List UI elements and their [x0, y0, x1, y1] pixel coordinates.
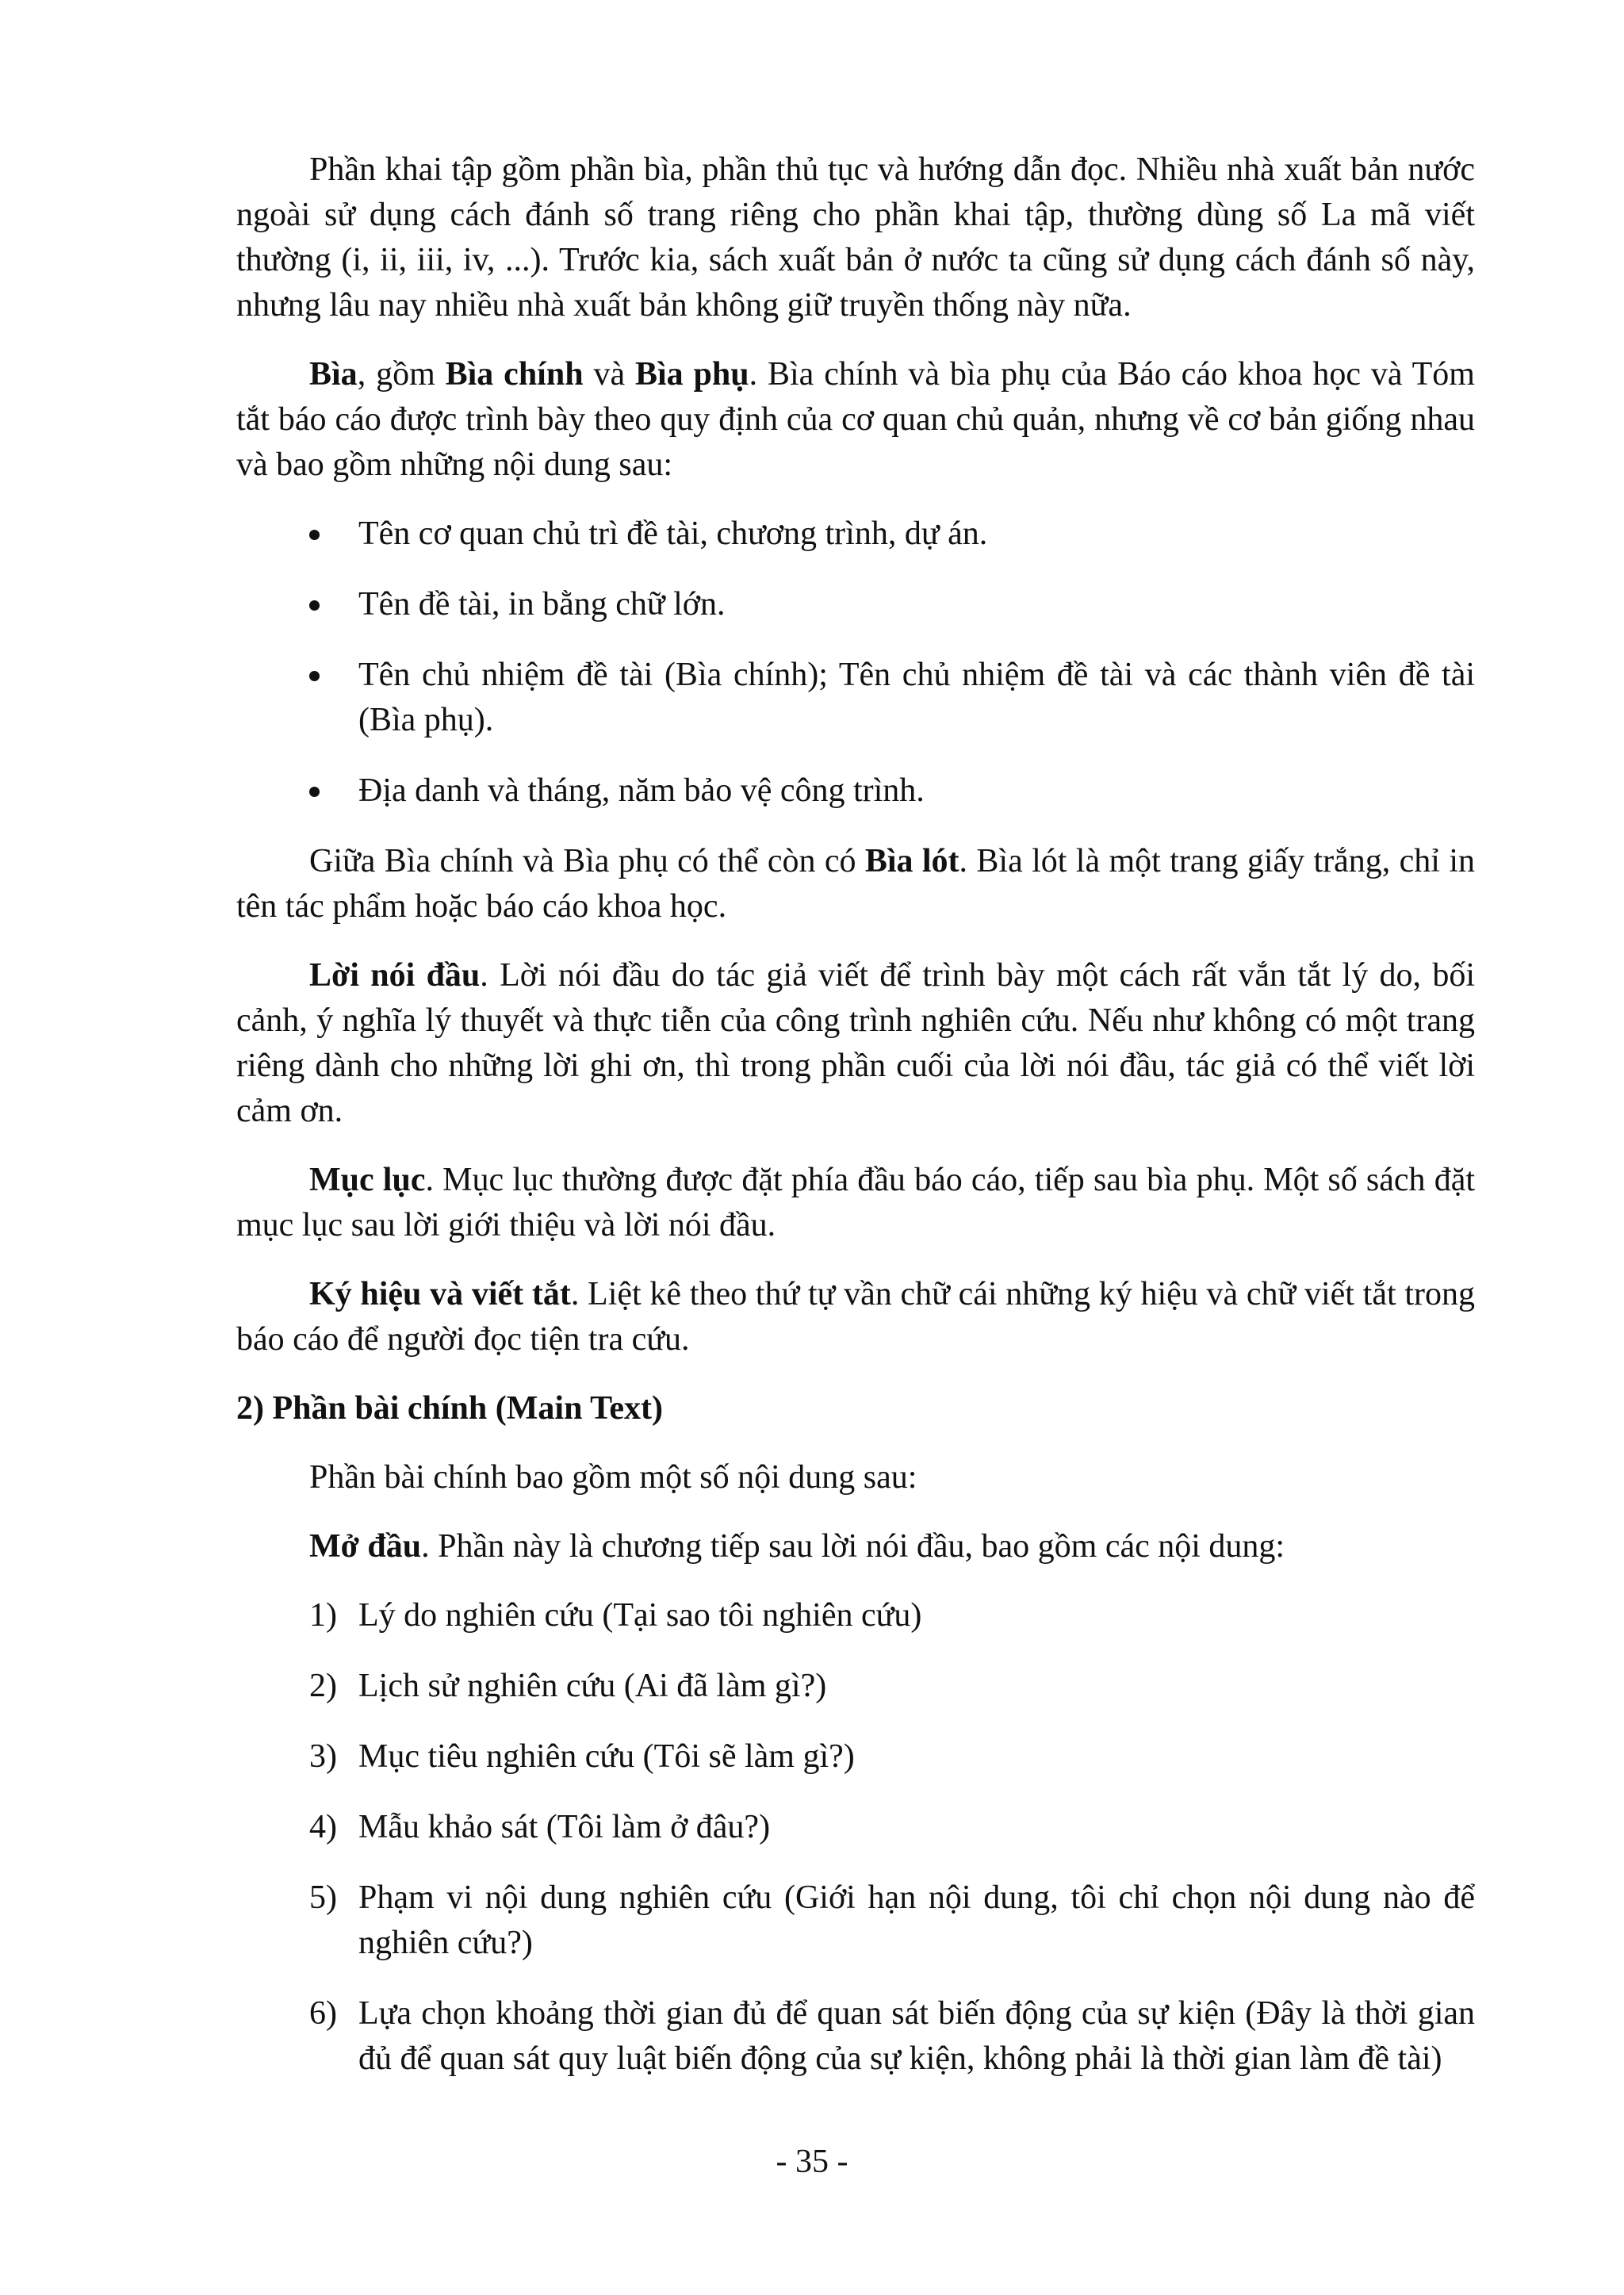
list-item-number: 6) [309, 1995, 337, 2032]
list-item [236, 1664, 1475, 1709]
text-fragment: . Lời nói đầu do tác giả viết để trình bày một cách rất vắn tắt lý do, bối cảnh, ý nghĩa lý thuyết và thực tiễn của công trình nghiên cứu. Nếu như không có một trang riêng dành cho những lời ghi ơn, thì trong phần cuối của lời nói đầu, tác giả có thể viết lời cảm ơn. [236, 957, 1475, 1129]
term-main-cover: Bìa chính [445, 356, 584, 393]
list-item [236, 1991, 1475, 2082]
list-item-number: 4) [309, 1809, 337, 1845]
text-fragment: . Liệt kê theo thứ tự vần chữ cái những ký hiệu và chữ viết tắt trong báo cáo để người đọc tiện tra cứu. [236, 1276, 1476, 1358]
list-item [236, 1593, 1475, 1638]
introduction-content-list [236, 1593, 1475, 2082]
bullet-icon [309, 530, 320, 540]
list-item [236, 768, 1475, 814]
list-item-text: Mục tiêu nghiên cứu (Tôi sẽ làm gì?) [358, 1738, 855, 1775]
list-item-number: 1) [309, 1597, 337, 1634]
text-fragment: Giữa Bìa chính và Bìa phụ có thể còn có [309, 843, 865, 879]
list-item [236, 1875, 1475, 1966]
list-item-text: Lý do nghiên cứu (Tại sao tôi nghiên cứu) [358, 1597, 922, 1634]
section-heading: 2) Phần bài chính (Main Text) [236, 1390, 663, 1427]
bullet-icon [309, 600, 320, 611]
term-cover: Bìa [309, 356, 358, 393]
term-introduction: Mở đầu [309, 1528, 422, 1565]
list-item-text: Tên chủ nhiệm đề tài (Bìa chính); Tên chủ nhiệm đề tài và các thành viên đề tài (Bìa phụ). [358, 657, 1475, 738]
text-fragment: . Bìa lót là một trang giấy trắng, chỉ in tên tác phẩm hoặc báo cáo khoa học. [236, 843, 1475, 925]
list-item [236, 511, 1475, 557]
list-item-text: Mẫu khảo sát (Tôi làm ở đâu?) [358, 1809, 771, 1845]
list-item-text: Tên cơ quan chủ trì đề tài, chương trình, dự án. [358, 515, 988, 552]
list-item-number: 2) [309, 1668, 337, 1704]
list-item-text: Tên đề tài, in bằng chữ lớn. [358, 586, 726, 623]
text-fragment: , gồm [357, 356, 446, 393]
term-abbreviations: Ký hiệu và viết tắt [309, 1276, 571, 1312]
paragraph-front-matter: Phần khai tập gồm phần bìa, phần thủ tục và hướng dẫn đọc. Nhiều nhà xuất bản nước ngoài sử dụng cách đánh số trang riêng cho phần khai tập, thường dùng số La mã viết thường (i, ii, iii, iv, ...). Trước kia, sách xuất bản ở nước ta cũng sử dụng cách đánh số này, nhưng lâu nay nhiều nhà xuất bản không giữ truyền thống này nữa. [236, 151, 1475, 324]
list-item [236, 582, 1475, 627]
paragraph-introduction [309, 1524, 1475, 1569]
list-item [236, 1805, 1475, 1850]
term-sub-cover: Bìa phụ [634, 356, 749, 393]
text-fragment: và [583, 356, 635, 393]
cover-content-list [236, 511, 1475, 814]
page-number: - 35 - [776, 2144, 848, 2180]
list-item-number: 3) [309, 1738, 337, 1775]
paragraph-main-text-intro: Phần bài chính bao gồm một số nội dung sau: [309, 1459, 917, 1496]
list-item-number: 5) [309, 1879, 337, 1916]
list-item-text: Lịch sử nghiên cứu (Ai đã làm gì?) [358, 1668, 827, 1704]
list-item-text: Lựa chọn khoảng thời gian đủ để quan sát biến động của sự kiện (Đây là thời gian đủ để quan sát quy luật biến động của sự kiện, không phải là thời gian làm đề tài) [358, 1995, 1475, 2077]
paragraph-table-of-contents [236, 1158, 1475, 1248]
paragraph-cover [236, 352, 1475, 488]
paragraph-abbreviations [236, 1272, 1475, 1362]
list-item [236, 653, 1475, 743]
bullet-icon [309, 787, 320, 797]
list-item-text: Phạm vi nội dung nghiên cứu (Giới hạn nội dung, tôi chỉ chọn nội dung nào để nghiên cứu?) [358, 1879, 1475, 1961]
term-table-of-contents: Mục lục [309, 1162, 426, 1198]
list-item-text: Địa danh và tháng, năm bảo vệ công trình. [358, 772, 925, 809]
list-item [236, 1734, 1475, 1780]
text-fragment: . Bìa chính và bìa phụ của Báo cáo khoa học và Tóm tắt báo cáo được trình bày theo quy định của cơ quan chủ quản, nhưng về cơ bản giống nhau và bao gồm những nội dung sau: [236, 356, 1475, 483]
paragraph-flyleaf [236, 839, 1475, 929]
document-page [236, 148, 1475, 2107]
text-fragment: . Mục lục thường được đặt phía đầu báo cáo, tiếp sau bìa phụ. Một số sách đặt mục lục sau lời giới thiệu và lời nói đầu. [236, 1162, 1476, 1243]
paragraph-preface [236, 953, 1475, 1134]
text-fragment: . Phần này là chương tiếp sau lời nói đầu, bao gồm các nội dung: [421, 1528, 1285, 1565]
term-flyleaf: Bìa lót [864, 843, 959, 879]
term-preface: Lời nói đầu [309, 957, 481, 994]
bullet-icon [309, 671, 320, 681]
